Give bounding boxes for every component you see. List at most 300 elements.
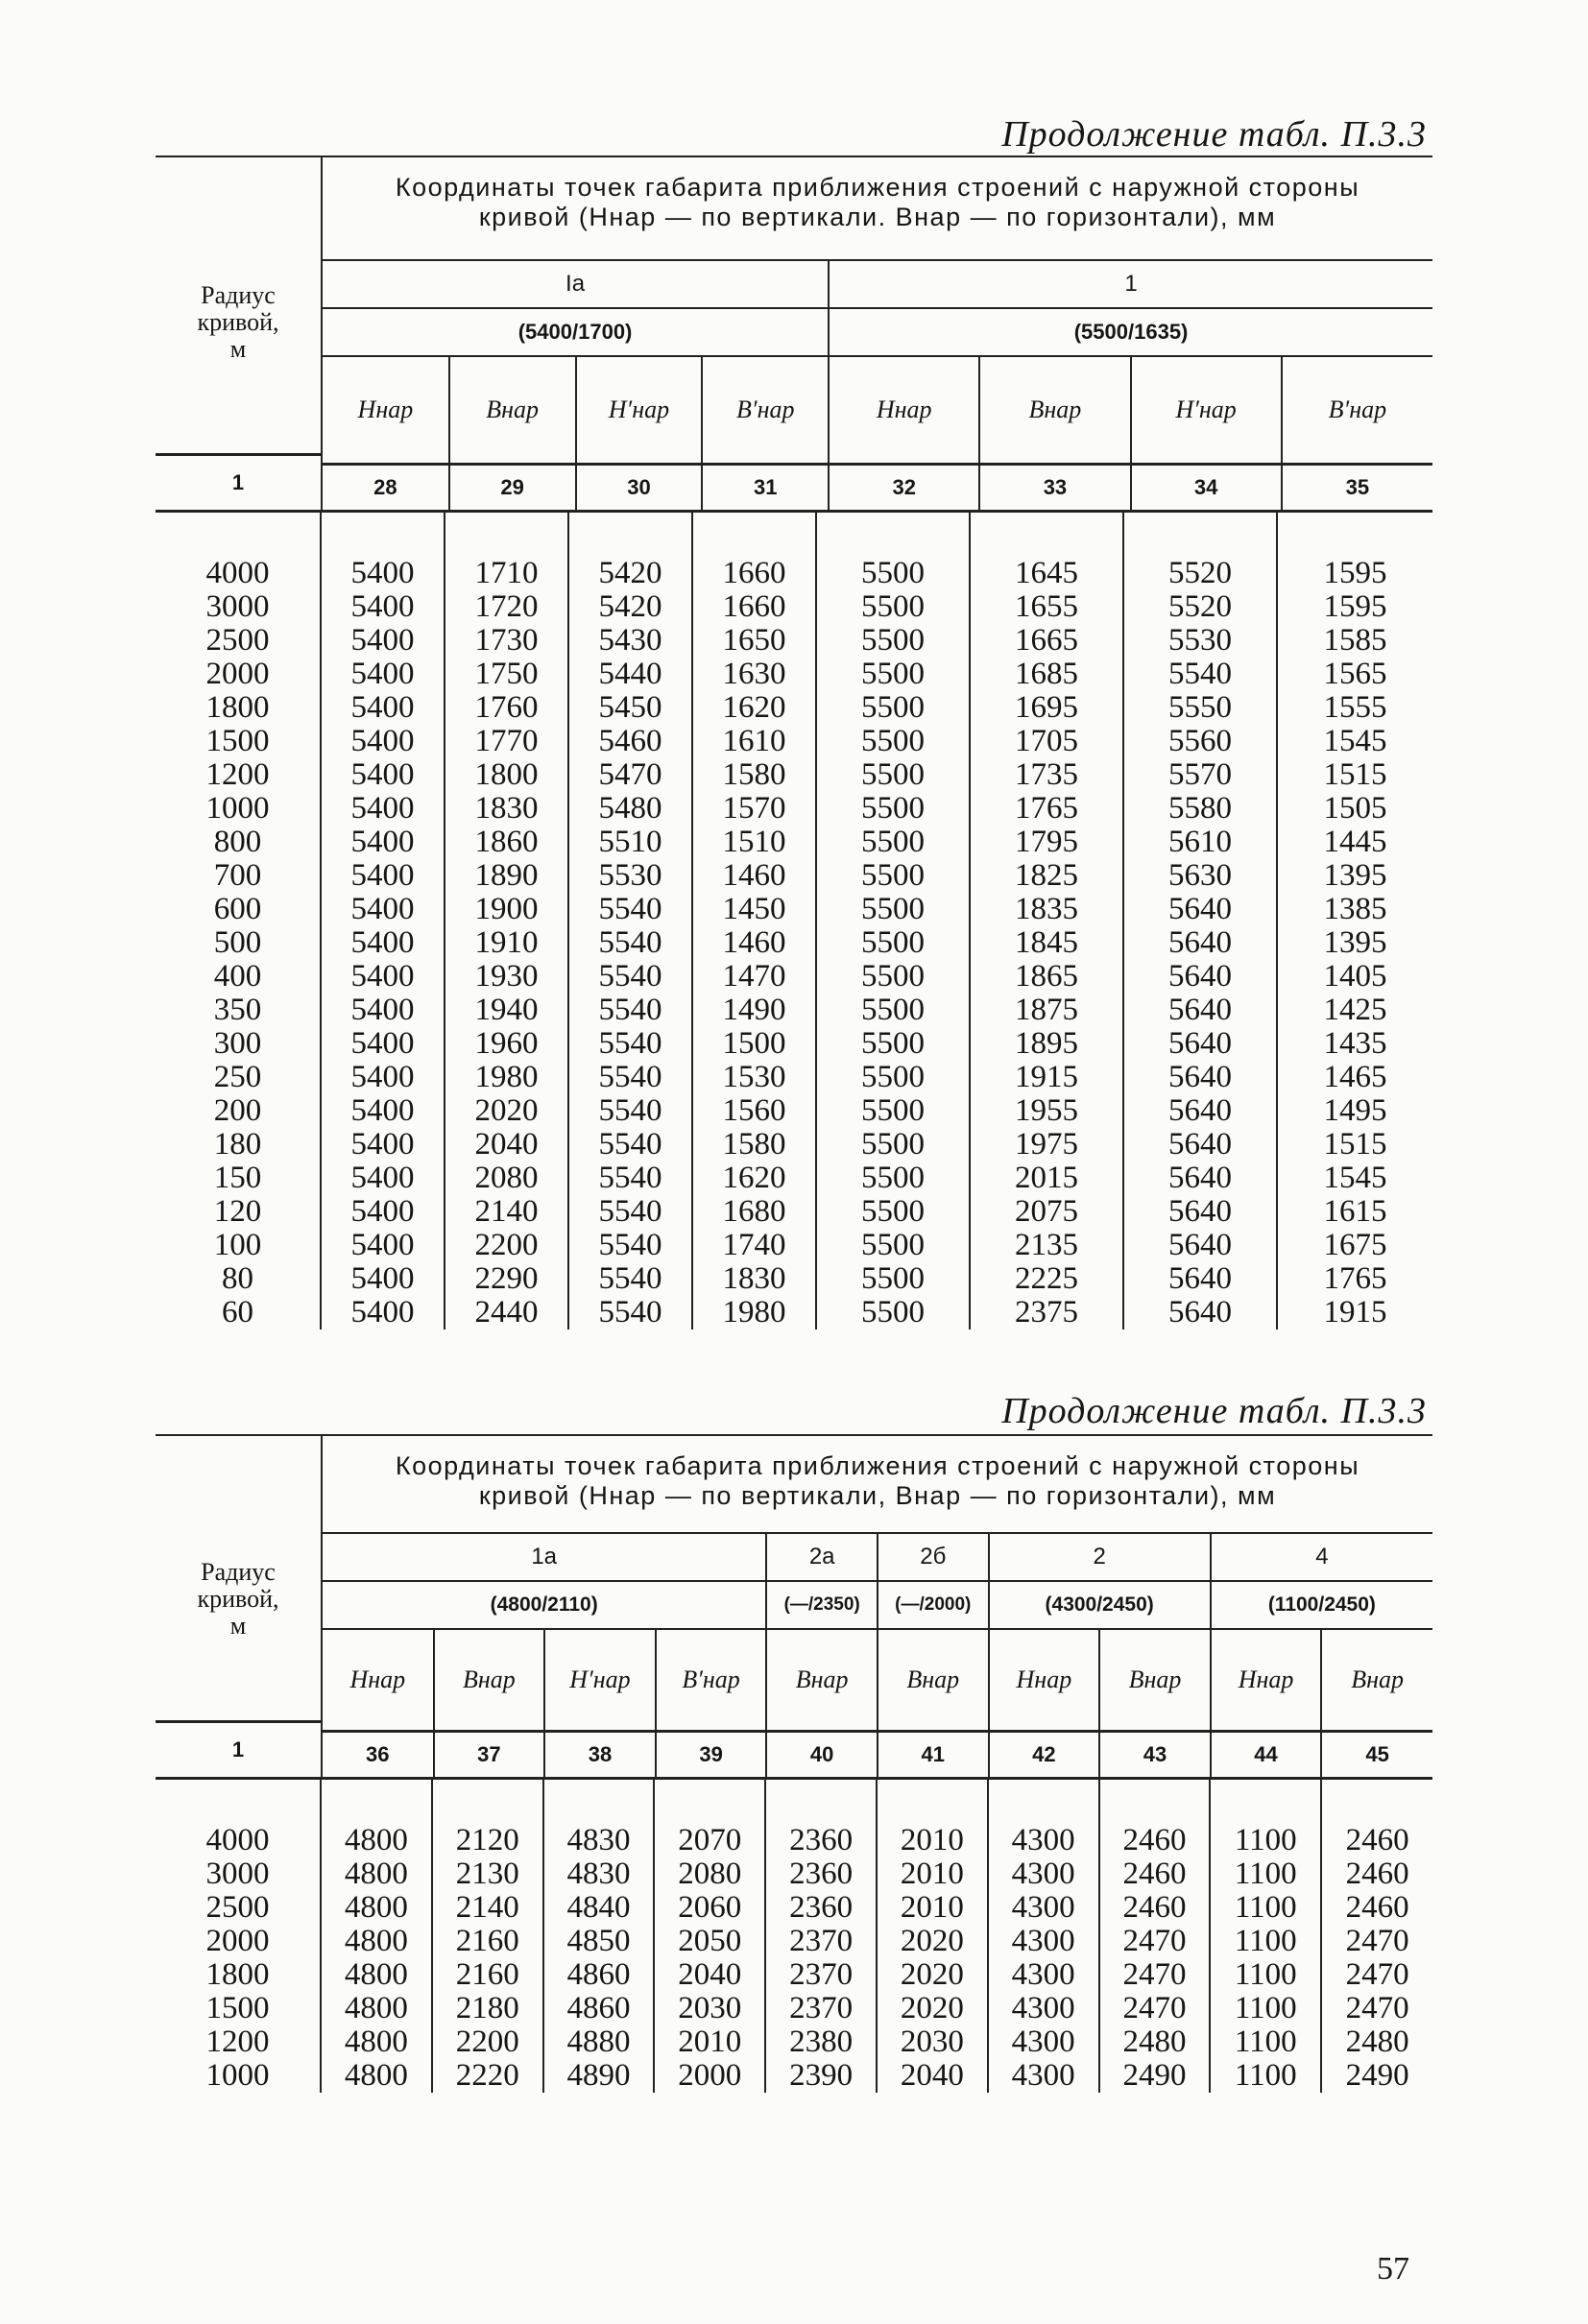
value-cell: 5400 [321, 758, 445, 792]
value-cell: 4800 [321, 2025, 432, 2059]
value-cell: 2040 [445, 1128, 568, 1162]
value-cell: 1915 [1277, 1296, 1432, 1330]
value-cell: 1100 [1210, 1891, 1321, 1925]
value-cell: 5500 [816, 1296, 970, 1330]
table-row [156, 1891, 1432, 1925]
value-cell: 5540 [568, 994, 692, 1027]
value-cell: 2480 [1321, 2025, 1432, 2059]
value-cell: 1425 [1277, 994, 1432, 1027]
value-cell: 2060 [654, 1891, 765, 1925]
column-number: 39 [656, 1732, 767, 1778]
value-cell: 1915 [970, 1061, 1123, 1094]
value-cell: 5500 [816, 1128, 970, 1162]
table-row [156, 624, 1432, 658]
value-cell: 1405 [1277, 960, 1432, 994]
value-cell: 4300 [988, 1779, 1099, 1858]
group-label: 2б [878, 1533, 989, 1581]
value-cell: 5500 [816, 792, 970, 826]
group-ratio: (4300/2450) [989, 1581, 1211, 1629]
radius-cell: 4000 [205, 556, 270, 590]
value-cell: 1100 [1210, 1925, 1321, 1958]
value-cell: 5640 [1123, 1262, 1277, 1296]
value-cell: 1955 [970, 1094, 1123, 1128]
value-cell: 1940 [445, 994, 568, 1027]
value-cell: 2010 [877, 1779, 988, 1858]
value-cell: 5500 [816, 893, 970, 926]
value-cell: 5500 [816, 994, 970, 1027]
table-row [156, 512, 1432, 591]
value-cell: 1490 [692, 994, 816, 1027]
radius-cell: 1500 [205, 1991, 270, 2025]
value-cell: 4800 [321, 2059, 432, 2093]
value-cell: 2080 [654, 1857, 765, 1891]
column-number: 31 [702, 465, 829, 511]
value-cell: 2015 [970, 1162, 1123, 1195]
value-cell: 1830 [445, 792, 568, 826]
table1 [156, 156, 1432, 1330]
value-cell: 1460 [692, 859, 816, 893]
value-cell: 1580 [692, 758, 816, 792]
value-cell: 5400 [321, 826, 445, 859]
table-row [156, 994, 1432, 1027]
column-number: 42 [989, 1732, 1100, 1778]
value-cell: 5640 [1123, 994, 1277, 1027]
value-cell: 5640 [1123, 1195, 1277, 1229]
table-row [156, 1094, 1432, 1128]
value-cell: 5530 [1123, 624, 1277, 658]
column-symbol: Bнар [1321, 1629, 1432, 1732]
radius-header-line: м [229, 335, 247, 363]
value-cell: 2460 [1099, 1779, 1211, 1858]
value-cell: 2470 [1099, 1925, 1211, 1958]
value-cell: 2460 [1321, 1891, 1432, 1925]
column-symbol: Bнар [449, 356, 576, 465]
table-row [156, 1296, 1432, 1330]
value-cell: 1445 [1277, 826, 1432, 859]
value-cell: 5540 [568, 1128, 692, 1162]
value-cell: 5520 [1123, 590, 1277, 624]
column-number: 43 [1099, 1732, 1211, 1778]
radius-cell: 150 [213, 1161, 262, 1195]
value-cell: 4300 [988, 1891, 1099, 1925]
value-cell: 2140 [432, 1891, 543, 1925]
value-cell: 2470 [1321, 1958, 1432, 1992]
radius-cell: 1800 [205, 1957, 270, 1992]
group-ratio: (1100/2450) [1211, 1581, 1432, 1629]
radius-cell: 4000 [205, 1823, 270, 1857]
value-cell: 1930 [445, 960, 568, 994]
value-cell: 1705 [970, 725, 1123, 758]
value-cell: 2360 [765, 1891, 877, 1925]
value-cell: 5400 [321, 1061, 445, 1094]
table-row [156, 859, 1432, 893]
value-cell: 5400 [321, 994, 445, 1027]
value-cell: 4800 [321, 1958, 432, 1992]
value-cell: 5400 [321, 792, 445, 826]
value-cell: 5400 [321, 926, 445, 960]
value-cell: 2010 [654, 2025, 765, 2059]
value-cell: 1395 [1277, 926, 1432, 960]
value-cell: 5400 [321, 590, 445, 624]
value-cell: 2370 [765, 1992, 877, 2025]
column-symbol: Hнар [323, 356, 449, 465]
value-cell: 2460 [1321, 1779, 1432, 1858]
value-cell: 5520 [1123, 512, 1277, 591]
value-cell: 5420 [568, 590, 692, 624]
radius-cell: 2000 [205, 657, 270, 691]
value-cell: 2490 [1099, 2059, 1211, 2093]
value-cell: 5530 [568, 859, 692, 893]
value-cell: 2080 [445, 1162, 568, 1195]
column-number: 41 [878, 1732, 989, 1778]
group-ratio: (—/2000) [878, 1581, 989, 1629]
value-cell: 5640 [1123, 1128, 1277, 1162]
value-cell: 2460 [1099, 1857, 1211, 1891]
value-cell: 1730 [445, 624, 568, 658]
value-cell: 1100 [1210, 1779, 1321, 1858]
value-cell: 5540 [568, 960, 692, 994]
radius-header-line: м [229, 1612, 247, 1640]
value-cell: 2135 [970, 1229, 1123, 1262]
value-cell: 5610 [1123, 826, 1277, 859]
group-label: 4 [1211, 1533, 1432, 1581]
value-cell: 1545 [1277, 725, 1432, 758]
value-cell: 2040 [654, 1958, 765, 1992]
value-cell: 2010 [877, 1857, 988, 1891]
value-cell: 5640 [1123, 1094, 1277, 1128]
value-cell: 5400 [321, 1027, 445, 1061]
table1-header [321, 157, 1432, 510]
value-cell: 5440 [568, 658, 692, 691]
value-cell: 1630 [692, 658, 816, 691]
value-cell: 2290 [445, 1262, 568, 1296]
column-symbol: H′нар [1131, 356, 1282, 465]
value-cell: 5500 [816, 590, 970, 624]
value-cell: 5540 [568, 1195, 692, 1229]
value-cell: 5630 [1123, 859, 1277, 893]
value-cell: 1100 [1210, 2025, 1321, 2059]
table-row [156, 792, 1432, 826]
value-cell: 5540 [568, 1094, 692, 1128]
value-cell: 2470 [1321, 1992, 1432, 2025]
radius-cell: 500 [213, 925, 262, 960]
value-cell: 5400 [321, 512, 445, 591]
radius-header-line: кривой, [197, 308, 279, 336]
value-cell: 2140 [445, 1195, 568, 1229]
value-cell: 2030 [654, 1992, 765, 2025]
table2 [156, 1434, 1432, 2093]
value-cell: 1560 [692, 1094, 816, 1128]
value-cell: 4890 [543, 2059, 655, 2093]
column-symbol: Bнар [1099, 1629, 1211, 1732]
value-cell: 5540 [568, 893, 692, 926]
value-cell: 1860 [445, 826, 568, 859]
column-number: 32 [829, 465, 979, 511]
table-row [156, 2025, 1432, 2059]
value-cell: 1980 [445, 1061, 568, 1094]
value-cell: 1580 [692, 1128, 816, 1162]
value-cell: 2030 [877, 2025, 988, 2059]
value-cell: 1760 [445, 691, 568, 725]
value-cell: 2160 [432, 1925, 543, 1958]
table-row [156, 1229, 1432, 1262]
table2-group-header [323, 1532, 1432, 1777]
value-cell: 2040 [877, 2059, 988, 2093]
column-number: 35 [1282, 465, 1432, 511]
radius-cell: 250 [213, 1060, 262, 1094]
group-ratio: (5500/1635) [829, 308, 1432, 356]
table-row [156, 1128, 1432, 1162]
table1-caption: Продолжение табл. П.3.3 [1001, 114, 1427, 155]
radius-header-line: Радиус [201, 281, 276, 309]
value-cell: 4800 [321, 1992, 432, 2025]
value-cell: 1620 [692, 1162, 816, 1195]
table2-header [321, 1436, 1432, 1777]
value-cell: 5500 [816, 1162, 970, 1195]
value-cell: 1610 [692, 725, 816, 758]
value-cell: 5500 [816, 1262, 970, 1296]
value-cell: 1865 [970, 960, 1123, 994]
value-cell: 4860 [543, 1992, 655, 2025]
value-cell: 1765 [970, 792, 1123, 826]
column-number: 40 [766, 1732, 878, 1778]
radius-cell: 600 [213, 892, 262, 926]
value-cell: 5640 [1123, 1162, 1277, 1195]
group-ratio: (—/2350) [766, 1581, 878, 1629]
column-number: 44 [1211, 1732, 1322, 1778]
value-cell: 4300 [988, 2059, 1099, 2093]
value-cell: 1765 [1277, 1262, 1432, 1296]
group-label: 1а [323, 1533, 766, 1581]
radius-cell: 1000 [205, 791, 270, 826]
value-cell: 2130 [432, 1857, 543, 1891]
value-cell: 5540 [568, 926, 692, 960]
column-symbol: Bнар [766, 1629, 878, 1732]
table-row [156, 1195, 1432, 1229]
value-cell: 2460 [1321, 1857, 1432, 1891]
value-cell: 1845 [970, 926, 1123, 960]
value-cell: 5400 [321, 691, 445, 725]
value-cell: 5400 [321, 1094, 445, 1128]
value-cell: 1735 [970, 758, 1123, 792]
table-row [156, 1262, 1432, 1296]
value-cell: 1685 [970, 658, 1123, 691]
table-row [156, 1857, 1432, 1891]
value-cell: 4860 [543, 1958, 655, 1992]
column-number: 45 [1321, 1732, 1432, 1778]
value-cell: 5500 [816, 926, 970, 960]
value-cell: 5560 [1123, 725, 1277, 758]
value-cell: 1910 [445, 926, 568, 960]
value-cell: 1720 [445, 590, 568, 624]
table-row [156, 658, 1432, 691]
value-cell: 2220 [432, 2059, 543, 2093]
value-cell: 1710 [445, 512, 568, 591]
value-cell: 5500 [816, 1027, 970, 1061]
value-cell: 5580 [1123, 792, 1277, 826]
value-cell: 2480 [1099, 2025, 1211, 2059]
value-cell: 5540 [568, 1027, 692, 1061]
value-cell: 2360 [765, 1857, 877, 1891]
value-cell: 1890 [445, 859, 568, 893]
value-cell: 5640 [1123, 1027, 1277, 1061]
value-cell: 4840 [543, 1891, 655, 1925]
value-cell: 5400 [321, 893, 445, 926]
value-cell: 2370 [765, 1925, 877, 1958]
title-line: кривой (Hнар — по вертикали, Bнар — по горизонтали), мм [478, 1481, 1277, 1510]
table-row [156, 1061, 1432, 1094]
value-cell: 2120 [432, 1779, 543, 1858]
value-cell: 2390 [765, 2059, 877, 2093]
value-cell: 1585 [1277, 624, 1432, 658]
value-cell: 5540 [568, 1061, 692, 1094]
value-cell: 5400 [321, 624, 445, 658]
value-cell: 2070 [654, 1779, 765, 1858]
column-number: 29 [449, 465, 576, 511]
table-row [156, 826, 1432, 859]
value-cell: 5640 [1123, 1229, 1277, 1262]
column-symbol: B′нар [1282, 356, 1432, 465]
value-cell: 5500 [816, 725, 970, 758]
value-cell: 1645 [970, 512, 1123, 591]
value-cell: 2225 [970, 1262, 1123, 1296]
radius-col-number: 1 [156, 453, 321, 500]
table2-title [323, 1436, 1432, 1511]
table-row [156, 960, 1432, 994]
value-cell: 1615 [1277, 1195, 1432, 1229]
table1-title [323, 157, 1432, 232]
value-cell: 5500 [816, 1061, 970, 1094]
value-cell: 2470 [1099, 1992, 1211, 2025]
value-cell: 1980 [692, 1296, 816, 1330]
table-row [156, 1779, 1432, 1858]
title-line: кривой (Hнар — по вертикали. Bнар — по горизонтали), мм [478, 203, 1277, 231]
radius-cell: 1500 [205, 724, 270, 758]
value-cell: 2020 [877, 1925, 988, 1958]
value-cell: 1530 [692, 1061, 816, 1094]
radius-cell: 1200 [205, 2025, 270, 2059]
value-cell: 5540 [568, 1229, 692, 1262]
value-cell: 5400 [321, 960, 445, 994]
value-cell: 1695 [970, 691, 1123, 725]
value-cell: 1750 [445, 658, 568, 691]
value-cell: 1900 [445, 893, 568, 926]
table-row [156, 725, 1432, 758]
table-row [156, 590, 1432, 624]
value-cell: 5500 [816, 1229, 970, 1262]
value-cell: 5640 [1123, 1061, 1277, 1094]
value-cell: 1515 [1277, 1128, 1432, 1162]
value-cell: 5500 [816, 1094, 970, 1128]
value-cell: 1500 [692, 1027, 816, 1061]
value-cell: 2460 [1099, 1891, 1211, 1925]
value-cell: 1510 [692, 826, 816, 859]
column-number: 34 [1131, 465, 1282, 511]
value-cell: 1620 [692, 691, 816, 725]
value-cell: 5400 [321, 859, 445, 893]
radius-cell: 700 [213, 858, 262, 893]
value-cell: 2490 [1321, 2059, 1432, 2093]
column-symbol: Hнар [323, 1629, 434, 1732]
title-line: Координаты точек габарита приближения строений с наружной стороны [395, 1451, 1360, 1480]
group-ratio: (5400/1700) [323, 308, 829, 356]
value-cell: 4300 [988, 1857, 1099, 1891]
value-cell: 1465 [1277, 1061, 1432, 1094]
value-cell: 1975 [970, 1128, 1123, 1162]
table-row [156, 1162, 1432, 1195]
value-cell: 1795 [970, 826, 1123, 859]
value-cell: 5540 [1123, 658, 1277, 691]
group-label: 1 [829, 260, 1432, 308]
value-cell: 5640 [1123, 926, 1277, 960]
radius-header-line: кривой, [197, 1585, 279, 1613]
column-symbol: H′нар [576, 356, 703, 465]
value-cell: 1100 [1210, 1958, 1321, 1992]
value-cell: 1100 [1210, 1992, 1321, 2025]
column-symbol: B′нар [702, 356, 829, 465]
value-cell: 2020 [877, 1992, 988, 2025]
radius-cell: 2500 [205, 1890, 270, 1925]
value-cell: 1770 [445, 725, 568, 758]
value-cell: 4800 [321, 1779, 432, 1858]
radius-cell: 800 [213, 825, 262, 859]
value-cell: 5480 [568, 792, 692, 826]
value-cell: 2050 [654, 1925, 765, 1958]
value-cell: 5640 [1123, 1296, 1277, 1330]
value-cell: 1675 [1277, 1229, 1432, 1262]
group-ratio: (4800/2110) [323, 1581, 766, 1629]
value-cell: 5400 [321, 1296, 445, 1330]
value-cell: 5500 [816, 859, 970, 893]
value-cell: 1385 [1277, 893, 1432, 926]
group-label: Iа [323, 260, 829, 308]
radius-cell: 2000 [205, 1924, 270, 1958]
value-cell: 1435 [1277, 1027, 1432, 1061]
column-number: 36 [323, 1732, 434, 1778]
radius-col-number: 1 [156, 1720, 321, 1765]
title-line: Координаты точек габарита приближения строений с наружной стороны [395, 173, 1360, 202]
value-cell: 2375 [970, 1296, 1123, 1330]
table1-data [156, 510, 1432, 1330]
page-number: 57 [1377, 2251, 1409, 2287]
value-cell: 1660 [692, 512, 816, 591]
value-cell: 5570 [1123, 758, 1277, 792]
value-cell: 5550 [1123, 691, 1277, 725]
table1-group-header [323, 259, 1432, 510]
value-cell: 1680 [692, 1195, 816, 1229]
value-cell: 2075 [970, 1195, 1123, 1229]
column-number: 30 [576, 465, 703, 511]
column-symbol: Hнар [989, 1629, 1100, 1732]
value-cell: 4800 [321, 1857, 432, 1891]
table2-data [156, 1777, 1432, 2093]
radius-cell: 1000 [205, 2058, 270, 2093]
value-cell: 1660 [692, 590, 816, 624]
radius-cell: 3000 [205, 1857, 270, 1891]
value-cell: 1470 [692, 960, 816, 994]
column-symbol: H′нар [544, 1629, 656, 1732]
value-cell: 2370 [765, 1958, 877, 1992]
radius-cell: 60 [222, 1295, 253, 1330]
value-cell: 1100 [1210, 2059, 1321, 2093]
value-cell: 5420 [568, 512, 692, 591]
value-cell: 5400 [321, 725, 445, 758]
column-symbol: Bнар [878, 1629, 989, 1732]
value-cell: 2360 [765, 1779, 877, 1858]
value-cell: 5640 [1123, 960, 1277, 994]
table-row [156, 1992, 1432, 2025]
value-cell: 5400 [321, 1229, 445, 1262]
